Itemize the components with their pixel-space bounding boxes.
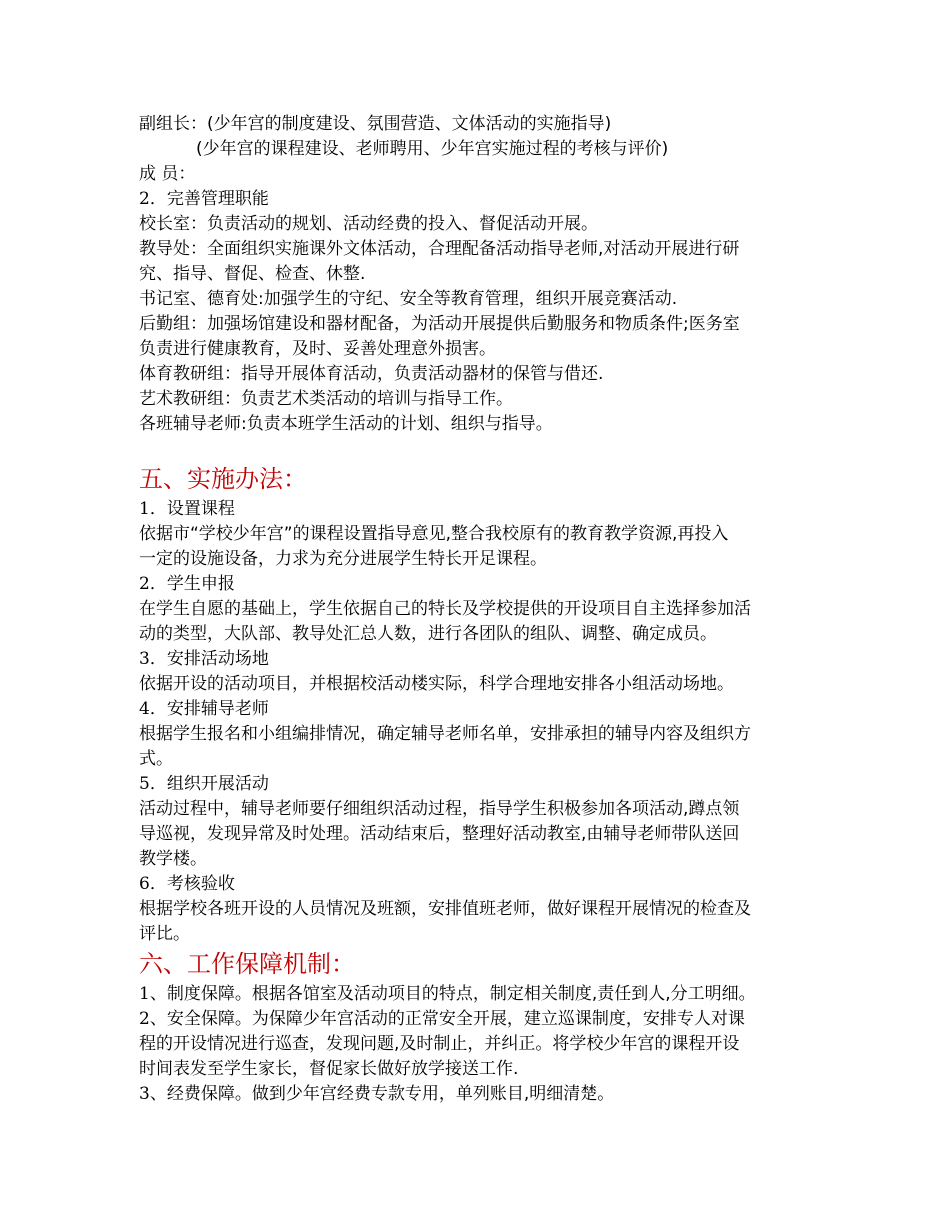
tutors-duty: 各班辅导老师:负责本班学生活动的计划、组织与指导。	[139, 414, 553, 434]
logistics-duty-line-2: 负责进行健康教育，及时、妥善处理意外损害。	[139, 339, 496, 359]
secretary-duty: 书记室、德育处:加强学生的守纪、安全等教育管理，组织开展竞赛活动.	[139, 289, 678, 309]
s5-item-4-text-2: 式。	[139, 749, 173, 769]
academic-duty-line-1: 教导处：全面组织实施课外文体活动，合理配备活动指导老师,对活动开展进行研	[139, 239, 740, 259]
s6-item-3: 3、经费保障。做到少年宫经费专款专用，单列账目,明细清楚。	[139, 1084, 615, 1104]
pe-duty: 体育教研组：指导开展体育活动，负责活动器材的保管与借还.	[139, 364, 604, 384]
s5-item-3-text-1: 依据开设的活动项目，并根据校活动楼实际，科学合理地安排各小组活动场地。	[139, 674, 734, 694]
section-5-heading: 五、实施办法：	[139, 465, 307, 493]
s5-item-2-text-2: 动的类型，大队部、教导处汇总人数，进行各团队的组队、调整、确定成员。	[139, 624, 717, 644]
s5-item-1-text-1: 依据市“学校少年宫”的课程设置指导意见,整合我校原有的教育教学资源,再投入	[139, 524, 729, 544]
s5-item-5-text-1: 活动过程中，辅导老师要仔细组织活动过程，指导学生积极参加各项活动,蹲点领	[139, 799, 740, 819]
s6-item-2-line-2: 程的开设情况进行巡查，发现问题,及时制止，并纠正。将学校少年宫的课程开设	[139, 1034, 740, 1054]
s6-item-2-line-3: 时间表发至学生家长，督促家长做好放学接送工作.	[139, 1059, 519, 1079]
vice-leader-line-1: 副组长：(少年宫的制度建设、氛围营造、文体活动的实施指导)	[139, 114, 612, 134]
s5-item-6-text-2: 评比。	[139, 924, 190, 944]
vice-leader-line-2: (少年宫的课程建设、老师聘用、少年宫实施过程的考核与评价)	[196, 139, 669, 159]
s5-item-5-text-2: 导巡视，发现异常及时处理。活动结束后，整理好活动教室,由辅导老师带队送回	[139, 824, 740, 844]
principal-duty: 校长室：负责活动的规划、活动经费的投入、督促活动开展。	[139, 214, 598, 234]
s5-item-6-title: 6．考核验收	[139, 874, 235, 894]
duty-subheading	[139, 187, 819, 212]
s5-item-4-title: 4．安排辅导老师	[139, 699, 269, 719]
s5-item-1-text-2: 一定的设施设备，力求为充分进展学生特长开足课程。	[139, 549, 547, 569]
s5-item-3-title: 3．安排活动场地	[139, 649, 269, 669]
logistics-duty-line-1: 后勤组：加强场馆建设和器材配备，为活动开展提供后勤服务和物质条件;医务室	[139, 314, 740, 334]
s6-item-1: 1、制度保障。根据各馆室及活动项目的特点，制定相关制度,责任到人,分工明细。	[139, 984, 756, 1004]
academic-duty-line-2: 究、指导、督促、检查、休整.	[139, 264, 366, 284]
s5-item-1-title: 1．设置课程	[139, 499, 235, 519]
s6-item-2-line-1: 2、安全保障。为保障少年宫活动的正常安全开展，建立巡课制度，安排专人对课	[139, 1009, 745, 1029]
s5-item-2-text-1: 在学生自愿的基础上，学生依据自己的特长及学校提供的开设项目自主选择参加活	[139, 599, 751, 619]
s5-item-4-text-1: 根据学生报名和小组编排情况，确定辅导老师名单，安排承担的辅导内容及组织方	[139, 724, 751, 744]
members-line: 成 员：	[139, 164, 196, 184]
s5-item-5-title: 5．组织开展活动	[139, 774, 269, 794]
s5-item-5-text-3: 教学楼。	[139, 849, 207, 869]
s5-item-2-title: 2．学生申报	[139, 574, 235, 594]
duty-number: 2．	[139, 189, 167, 209]
section-6-heading: 六、工作保障机制：	[139, 950, 355, 978]
s5-item-6-text-1: 根据学校各班开设的人员情况及班额，安排值班老师，做好课程开展情况的检查及	[139, 899, 751, 919]
duty-title: 完善管理职能	[166, 189, 269, 209]
art-duty: 艺术教研组：负责艺术类活动的培训与指导工作。	[139, 389, 513, 409]
